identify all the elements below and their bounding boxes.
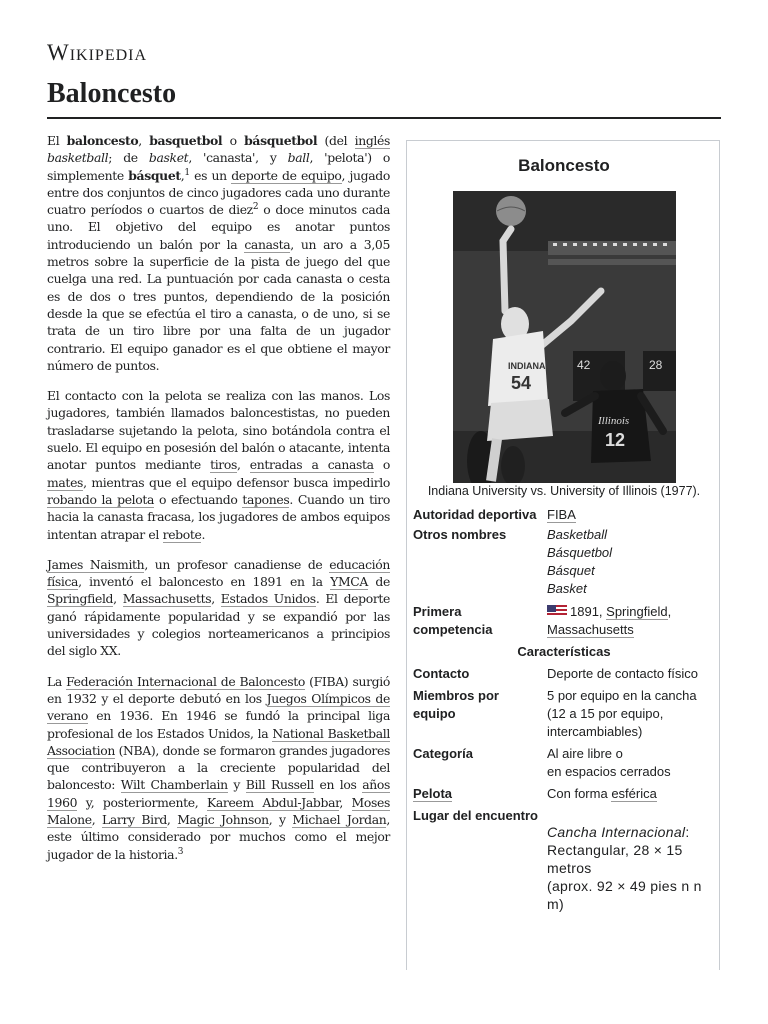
reference-2[interactable]: 2 [252,202,259,213]
scoreboard-home: 42 [577,358,591,372]
link-springfield[interactable]: Springfield [47,591,114,607]
link-magic-johnson[interactable]: Magic Johnson [177,811,269,827]
page-title: Baloncesto [47,78,177,109]
link-larry-bird[interactable]: Larry Bird [102,811,167,827]
infobox [406,140,720,970]
link-entradas-a-canasta[interactable]: entradas a canasta [249,457,374,473]
link-anos-1960[interactable]: años 1960 [47,777,390,810]
jersey-number-1: 54 [511,373,532,393]
wikipedia-logo[interactable]: Wikipedia [47,40,148,65]
link-springfield-infobox[interactable]: Springfield [606,604,668,619]
usa-flag-icon [547,605,567,617]
link-ingles[interactable]: inglés [354,133,391,148]
label-pelota [413,785,543,803]
value-primera: 1891, Springfield, Massachusetts [547,604,672,637]
link-educacion-fisica[interactable]: educación física [47,556,391,590]
section-caracteristicas: Características [517,644,611,659]
article-body [47,132,390,876]
reference-3[interactable]: 3 [177,846,184,857]
value-miembros: 5 por equipo en la cancha (12 a 15 por equipo, intercambiables) [547,688,697,739]
label-primera: Primera competencia [413,604,493,637]
label-contacto: Contacto [413,666,470,681]
link-canasta[interactable]: canasta [244,236,291,252]
value-pelota: Con forma esférica [547,786,657,801]
link-rebote[interactable]: rebote [162,526,202,542]
link-estados-unidos[interactable]: Estados Unidos [220,591,316,607]
label-otros-nombres: Otros nombres [413,527,507,542]
link-esferica[interactable]: esférica [611,786,657,801]
link-juegos-olimpicos[interactable]: Juegos Olímpicos de verano [47,690,390,724]
paragraph-history: James Naismith, un profesor canadiense de educación física, inventó el baloncesto en 1891 en la YMCA de Springfield, Massachusetts, Estados Unidos. El deporte ganó rápidamente popularidad y se expandió por las universidades y colegios norteamericanos a principios del siglo XX. [47,556,391,659]
basketball-icon [496,196,526,226]
label-lugar: Lugar del encuentro [413,808,538,823]
link-moses-malone[interactable]: Moses Malone [47,794,390,827]
link-kareem-abdul-jabbar[interactable]: Kareem Abdul-Jabbar [206,794,340,810]
scoreboard-away: 28 [649,358,663,372]
basketball-game-illustration [453,191,676,483]
value-autoridad [547,506,717,524]
link-ymca[interactable]: YMCA [330,574,369,590]
label-miembros: Miembros por equipo [413,688,499,721]
infobox-photo[interactable] [453,191,676,483]
value-categoria: Al aire libre o en espacios cerrados [547,746,671,779]
value-otros-nombres: Basketball Básquetbol Básquet Basket [547,527,613,596]
jersey-team-2: Illinois [598,415,630,427]
jersey-team-1: INDIANA [508,361,546,371]
link-tiros[interactable]: tiros [210,457,237,473]
infobox-caption: Indiana University vs. University of Illinois (1977). [427,484,701,498]
link-pelota[interactable]: Pelota [413,786,453,801]
link-fiba-infobox[interactable]: FIBA [547,507,576,522]
reference-1[interactable]: 1 [184,167,190,178]
value-lugar: Cancha Internacional: Rectangular, 28 × 15 metros (aprox. 92 × 49 pies n n m) [547,824,702,912]
paragraph-rules: El contacto con la pelota se realiza con las manos. Los jugadores, también llamados baloncestistas, no pueden trasladarse sujetando la pelota, sino botándola contra el suelo. El equipo en posesión del balón o atacante, intenta anotar puntos mediante tiros, entradas a canasta o mates, mientras que el equipo defensor busca impedirlo robando la pelota o efectuando tapones. Cuando un tiro hacia la canasta fracasa, los jugadores de ambos equipos intentan atrapar el rebote. [47,388,390,542]
link-bill-russell[interactable]: Bill Russell [245,777,314,793]
link-massachusetts-infobox[interactable]: Massachusetts [547,622,634,637]
link-wilt-chamberlain[interactable]: Wilt Chamberlain [120,777,228,793]
paragraph-intro: El baloncesto, basquetbol o básquetbol (del inglés basketball; de basket, 'canasta', y ball, 'pelota') o simplemente básquet,$^1$ es un deporte de equipo, jugado entre dos conjuntos de cinco jugadores cada uno durante cuatro períodos o cuartos de diez$^2$ o doce minutos cada uno. El objetivo del equipo es anotar puntos introduciendo un balón por la canasta, un aro a 3,05 metros sobre la superficie de la pista de juego del que cuelga una red. La puntuación por cada canasta o cesta es de dos o tres puntos, dependiendo de la posición desde la que se efectúa el tiro a canasta, o de uno, si se trata de un tiro libre por una falta de un jugador contrario. El equipo ganador es el que obtiene el mayor número de puntos. [47,133,391,373]
link-michael-jordan[interactable]: Michael Jordan [292,811,387,827]
link-james-naismith[interactable]: James Naismith [47,556,145,572]
link-fiba[interactable]: Federación Internacional de Baloncesto [66,673,305,689]
link-deporte-de-equipo[interactable]: deporte de equipo [231,167,342,183]
jersey-number-2: 12 [605,430,626,450]
value-contacto: Deporte de contacto físico [547,666,699,681]
link-massachusetts[interactable]: Massachusetts [122,591,212,607]
infobox-title: Baloncesto [518,156,610,175]
label-autoridad: Autoridad deportiva [413,507,537,522]
title-divider [47,117,721,119]
link-nba[interactable]: National Basketball Association [47,725,390,758]
paragraph-fiba-nba: La Federación Internacional de Baloncesto (FIBA) surgió en 1932 y el deporte debutó en los Juegos Olímpicos de verano en 1936. En 1946 se fundó la principal liga profesional de los Estados Unidos, la National Basketball Association (NBA), donde se formaron grandes jugadores que contribuyeron a la creciente popularidad del baloncesto: Wilt Chamberlain y Bill Russell en los años 1960 y, posteriormente, Kareem Abdul-Jabbar, Moses Malone, Larry Bird, Magic Johnson, y Michael Jordan, este último considerado por muchos como el mejor jugador de la historia.$^3$ [47,673,391,862]
link-tapones[interactable]: tapones [242,491,290,507]
label-categoria: Categoría [413,746,473,761]
link-robando-la-pelota[interactable]: robando la pelota [47,491,155,507]
link-mates[interactable]: mates [47,474,84,490]
